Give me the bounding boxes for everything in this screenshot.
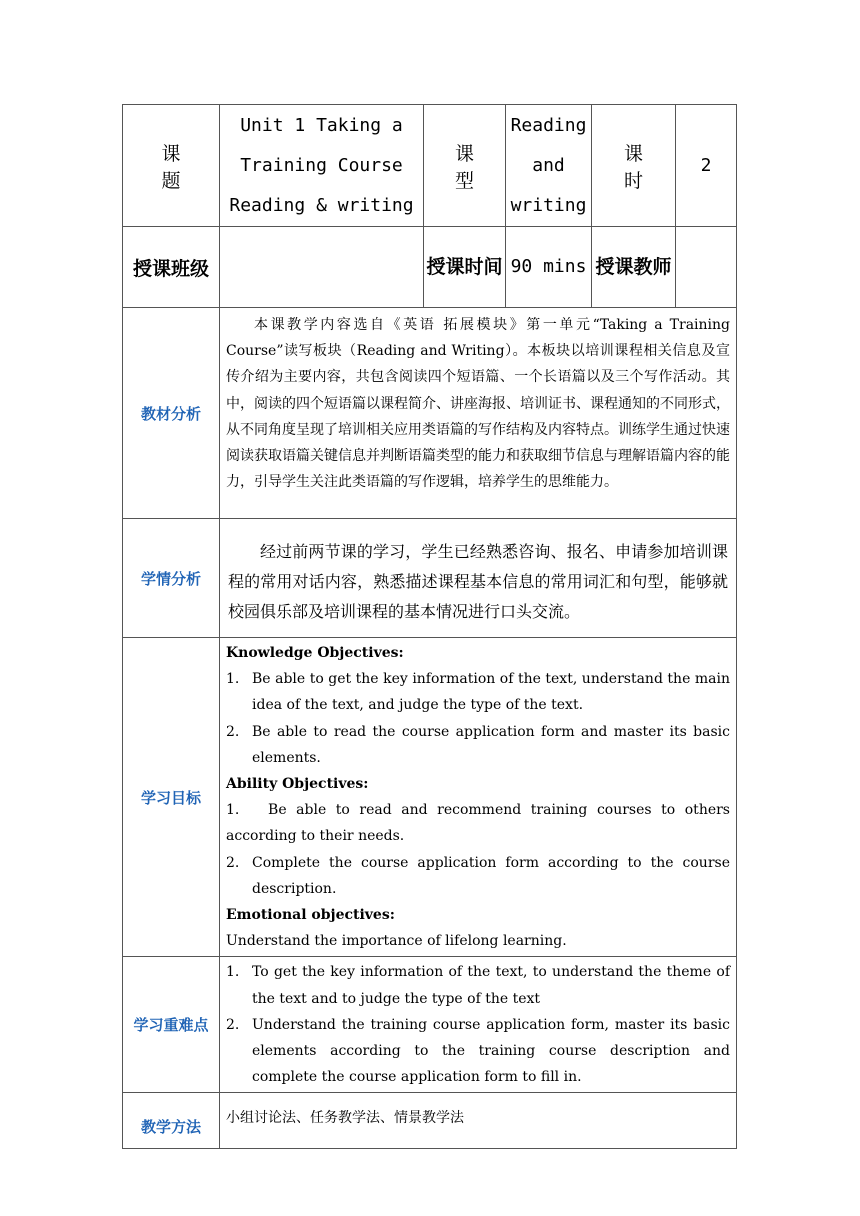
time-label: 授课时间 xyxy=(424,227,506,308)
hours-label: 课 时 xyxy=(592,105,676,227)
students-text: 经过前两节课的学习，学生已经熟悉咨询、报名、申请参加培训课程的常用对话内容，熟悉描述课程基本信息的常用词汇和句型，能够就校园俱乐部及培训课程的基本情况进行口头交流。 xyxy=(220,519,737,638)
list-item: 2. Be able to read the course application form and master its basic elements. xyxy=(226,723,730,766)
material-label: 教材分析 xyxy=(123,308,220,519)
teacher-label: 授课教师 xyxy=(592,227,676,308)
emotional-text: Understand the importance of lifelong learning. xyxy=(226,933,567,950)
knowledge-title: Knowledge Objectives: xyxy=(226,645,404,661)
students-label: 学情分析 xyxy=(123,519,220,638)
type-value: Reading and writing xyxy=(506,105,592,227)
objectives-row xyxy=(123,638,737,957)
keypoints-label: 学习重难点 xyxy=(123,957,220,1093)
material-text: 本课教学内容选自《英语 拓展模块》第一单元“Taking a Training Course”读写板块（Reading and Writing）。本板块以培训课程相关信息及宣传介绍为主要内容，共包含阅读四个短语篇、一个长语篇以及三个写作活动。其中，阅读的四个短语篇以课程简介、讲座海报、培训证书、课程通知的不同形式，从不同角度呈现了培训相关应用类语篇的写作结构及内容特点。训练学生通过快速阅读获取语篇关键信息并判断语篇类型的能力和获取细节信息与理解语篇内容的能力，引导学生关注此类语篇的写作逻辑，培养学生的思维能力。 xyxy=(220,308,737,519)
emotional-title: Emotional objectives: xyxy=(226,907,395,924)
methods-label: 教学方法 xyxy=(123,1093,220,1149)
lesson-plan-table xyxy=(122,104,737,1149)
material-row xyxy=(123,308,737,519)
topic-value: Unit 1 Taking a Training Course Reading & writing xyxy=(220,105,424,227)
students-row xyxy=(123,519,737,638)
keypoints-content xyxy=(220,957,737,1093)
type-label: 课 型 xyxy=(424,105,506,227)
list-item: 1. Be able to read and recommend training courses to others according to their needs. xyxy=(226,802,730,845)
hours-value: 2 xyxy=(676,105,737,227)
methods-text: 小组讨论法、任务教学法、情景教学法 xyxy=(220,1093,737,1149)
header-row-2 xyxy=(123,227,737,308)
topic-label: 课 题 xyxy=(123,105,220,227)
list-item: 1. Be able to get the key information of the text, understand the main idea of the text, and judge the type of the text. xyxy=(226,671,730,714)
objectives-content xyxy=(220,638,737,957)
header-row-1 xyxy=(123,105,737,227)
time-value: 90 mins xyxy=(506,227,592,308)
class-label: 授课班级 xyxy=(123,227,220,308)
list-item: 2. Understand the training course application form, master its basic elements according to the training course description and complete the course application form to fill in. xyxy=(226,1016,730,1086)
class-value xyxy=(220,227,424,308)
keypoints-row xyxy=(123,957,737,1093)
objectives-label: 学习目标 xyxy=(123,638,220,957)
list-item: 1. To get the key information of the text, to understand the theme of the text and to judge the type of the text xyxy=(226,964,730,1007)
methods-row xyxy=(123,1093,737,1149)
ability-title: Ability Objectives: xyxy=(226,776,369,793)
list-item: 2. Complete the course application form according to the course description. xyxy=(226,854,730,897)
teacher-value xyxy=(676,227,737,308)
